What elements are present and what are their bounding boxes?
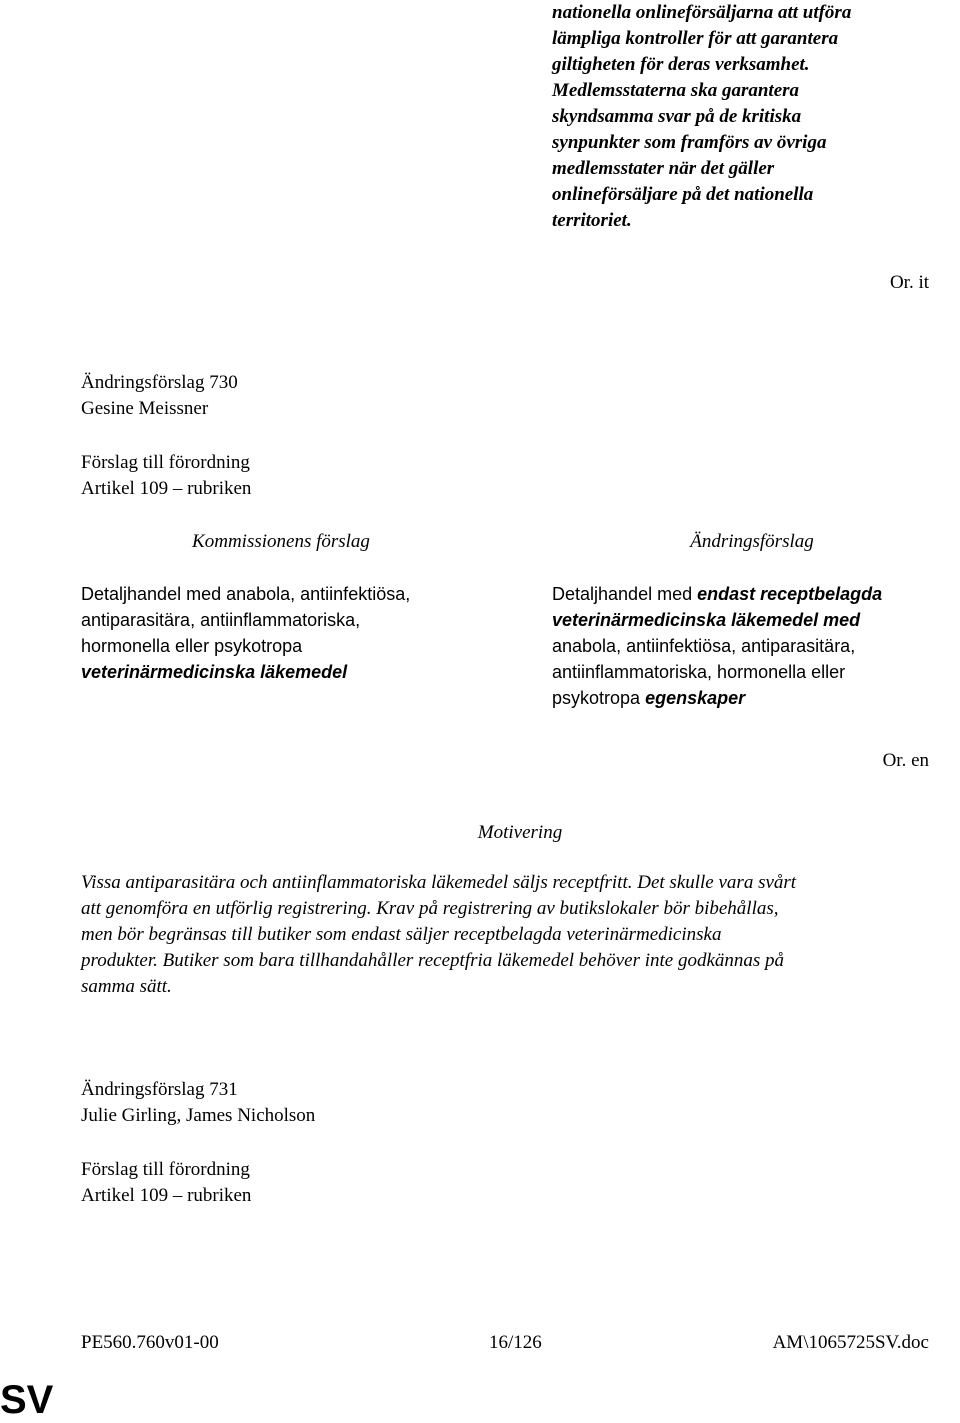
original-language-it: Or. it bbox=[889, 272, 929, 293]
amendment-number: Ändringsförslag 730 bbox=[81, 372, 238, 393]
commission-text-emphasis: veterinärmedicinska läkemedel bbox=[81, 662, 348, 682]
amendment-text-line bbox=[552, 581, 952, 607]
language-code-badge: SV bbox=[0, 1378, 54, 1422]
article-reference: Artikel 109 – rubriken bbox=[81, 1185, 252, 1206]
continuation-line: Medlemsstaterna ska garantera bbox=[552, 80, 800, 101]
footer-file-name: AM\1065725SV.doc bbox=[772, 1332, 929, 1353]
proposal-title: Förslag till förordning bbox=[81, 1159, 250, 1180]
amendment-text-plain: Detaljhandel med bbox=[552, 584, 698, 604]
justification-text bbox=[81, 870, 960, 1000]
justification-line: samma sätt. bbox=[81, 976, 172, 997]
continuation-line: medlemsstater när det gäller bbox=[552, 158, 775, 179]
amendment-text-emphasis: endast receptbelagda bbox=[697, 584, 883, 604]
amendment-730-header bbox=[81, 370, 238, 422]
continuation-line: nationella onlineförsäljarna att utföra bbox=[552, 2, 852, 23]
article-reference: Artikel 109 – rubriken bbox=[81, 478, 252, 499]
amendment-column bbox=[552, 529, 952, 711]
continuation-line: lämpliga kontroller för att garantera bbox=[552, 28, 839, 49]
justification-line: Vissa antiparasitära och antiinflammatoriska läkemedel säljs receptfritt. Det skulle vara svårt bbox=[81, 872, 797, 893]
continuation-line: giltigheten för deras verksamhet. bbox=[552, 54, 810, 75]
commission-proposal-column bbox=[81, 529, 481, 685]
amendment-text-line bbox=[552, 685, 952, 711]
amendment-text-emphasis: egenskaper bbox=[645, 688, 746, 708]
justification-line: att genomföra en utförlig registrering. Krav på registrering av butikslokaler bör bibehållas, bbox=[81, 898, 779, 919]
amendment-text-plain: psykotropa bbox=[552, 688, 646, 708]
amendment-author: Gesine Meissner bbox=[81, 398, 209, 419]
commission-text-line: antiparasitära, antiinflammatoriska, bbox=[81, 610, 361, 630]
amendment-authors: Julie Girling, James Nicholson bbox=[81, 1105, 316, 1126]
continuation-text bbox=[552, 0, 952, 234]
continuation-line: territoriet. bbox=[552, 210, 632, 231]
commission-proposal-heading: Kommissionens förslag bbox=[192, 531, 370, 552]
proposal-title: Förslag till förordning bbox=[81, 452, 250, 473]
justification-title: Motivering bbox=[477, 822, 563, 843]
continuation-line: skyndsamma svar på de kritiska bbox=[552, 106, 802, 127]
continuation-line: synpunkter som framförs av övriga bbox=[552, 132, 827, 153]
footer-page-number: 16/126 bbox=[489, 1332, 542, 1353]
commission-text-line: hormonella eller psykotropa bbox=[81, 636, 303, 656]
justification-line: men bör begränsas till butiker som endast säljer receptbelagda veterinärmedicinska bbox=[81, 924, 722, 945]
amendment-730-target bbox=[81, 450, 251, 502]
commission-text-line: Detaljhandel med anabola, antiinfektiösa, bbox=[81, 584, 411, 604]
justification-line: produkter. Butiker som bara tillhandahåller receptfria läkemedel behöver inte godkännas på bbox=[81, 950, 785, 971]
original-language-en: Or. en bbox=[882, 750, 929, 771]
continuation-line: onlineförsäljare på det nationella bbox=[552, 184, 814, 205]
amendment-text-emphasis: veterinärmedicinska läkemedel med bbox=[552, 610, 861, 630]
amendment-text-line: antiinflammatoriska, hormonella eller bbox=[552, 662, 846, 682]
amendment-heading: Ändringsförslag bbox=[690, 531, 814, 552]
amendment-number: Ändringsförslag 731 bbox=[81, 1079, 238, 1100]
amendment-731-header bbox=[81, 1077, 315, 1129]
footer-doc-reference: PE560.760v01-00 bbox=[81, 1332, 219, 1353]
amendment-731-target bbox=[81, 1157, 251, 1209]
amendment-text-line: anabola, antiinfektiösa, antiparasitära, bbox=[552, 636, 856, 656]
